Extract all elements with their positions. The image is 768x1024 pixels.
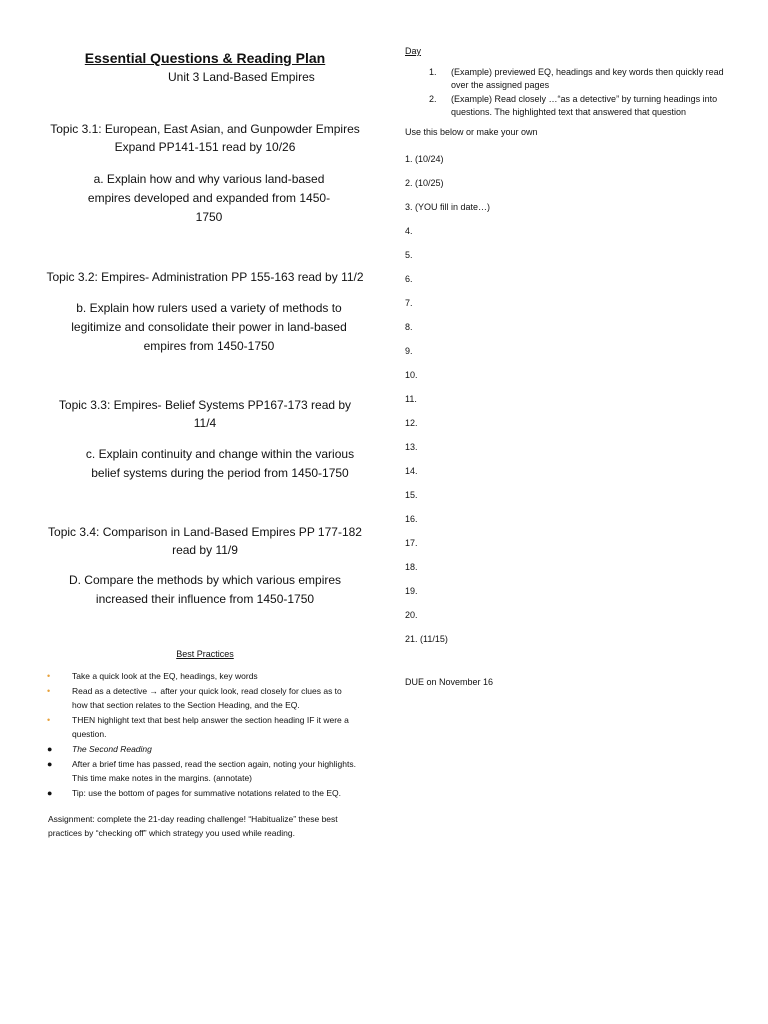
day-entry: 21. (11/15) xyxy=(405,634,448,644)
bullet-icon: ● xyxy=(47,788,53,798)
bullet-icon: ● xyxy=(47,744,53,754)
day-entry: 14. xyxy=(405,466,418,476)
topic-heading: Topic 3.3: Empires- Belief Systems PP167-173 read by 11/4 xyxy=(58,398,352,430)
day-entries xyxy=(405,147,735,651)
list-item: 2. (Example) Read closely …“as a detective” by turning headings into questions. The highlighted text that answered that question xyxy=(429,94,718,117)
day-entry: 6. xyxy=(405,274,413,284)
list-item: ● Tip: use the bottom of pages for summative notations related to the EQ. xyxy=(47,788,341,798)
list-item: • Take a quick look at the EQ, headings, key words xyxy=(47,671,258,681)
right-column xyxy=(405,46,735,687)
topic-block-4 xyxy=(40,523,370,609)
day-entry: 12. xyxy=(405,418,418,428)
list-item: ● The Second Reading xyxy=(47,744,152,754)
bullet-icon: ● xyxy=(47,759,53,769)
day-entry: 10. xyxy=(405,370,418,380)
unit-subtitle: Unit 3 Land-Based Empires xyxy=(168,70,315,84)
bullet-icon: • xyxy=(47,715,51,725)
list-item: • Read as a detective → after your quick look, read closely for clues as to how that section relates to the Section Heading, and the EQ. xyxy=(47,686,342,710)
day-entry: 15. xyxy=(405,490,418,500)
essential-question: a. Explain how and why various land-based empires developed and expanded from 1450-1750 xyxy=(87,172,331,224)
list-item: 1. (Example) previewed EQ, headings and key words then quickly read over the assigned pages xyxy=(429,67,724,90)
day-entry: 18. xyxy=(405,562,418,572)
day-entry: 3. (YOU fill in date…) xyxy=(405,202,491,212)
example-list xyxy=(405,66,735,119)
day-entry: 8. xyxy=(405,322,413,332)
day-entry: 2. (10/25) xyxy=(405,178,444,188)
page-title: Essential Questions & Reading Plan xyxy=(84,50,326,66)
day-entry: 11. xyxy=(405,394,417,404)
day-entry: 4. xyxy=(405,226,413,236)
essential-question: c. Explain continuity and change within the various belief systems during the period from 1450-1750 xyxy=(85,447,355,480)
day-heading: Day xyxy=(405,46,422,56)
assignment-text: Assignment: complete the 21-day reading challenge! “Habitualize” these best practices by “checking off” which strategy you used while reading. xyxy=(48,814,338,838)
due-date: DUE on November 16 xyxy=(405,677,494,687)
topic-block-3 xyxy=(40,396,370,483)
list-item: • THEN highlight text that best help answer the section heading IF it were a question. xyxy=(47,715,349,739)
best-practices xyxy=(40,649,370,840)
day-entry: 16. xyxy=(405,514,418,524)
bullet-icon: • xyxy=(47,671,51,681)
day-entry: 20. xyxy=(405,610,418,620)
day-entry: 9. xyxy=(405,346,413,356)
day-entry: 13. xyxy=(405,442,418,452)
instruction-text: Use this below or make your own xyxy=(405,127,538,137)
best-practices-title: Best Practices xyxy=(176,649,234,659)
topic-heading: Topic 3.1: European, East Asian, and Gunpowder Empires Expand PP141-151 read by 10/26 xyxy=(50,122,360,154)
day-entry: 19. xyxy=(405,586,418,596)
list-item: ● After a brief time has passed, read the section again, noting your highlights. This time make notes in the margins. (annotate) xyxy=(47,759,356,783)
essential-question: b. Explain how rulers used a variety of methods to legitimize and consolidate their power in land-based empires from 1450-1750 xyxy=(71,301,347,353)
day-entry: 7. xyxy=(405,298,413,308)
day-entry: 1. (10/24) xyxy=(405,154,444,164)
topic-block-2 xyxy=(40,268,370,356)
essential-question: D. Compare the methods by which various empires increased their influence from 1450-1750 xyxy=(68,573,342,606)
bullet-icon: • xyxy=(47,686,51,696)
best-practices-list xyxy=(40,669,370,800)
day-entry: 17. xyxy=(405,538,418,548)
topic-block-1 xyxy=(40,120,370,227)
day-entry: 5. xyxy=(405,250,413,260)
topic-heading: Topic 3.4: Comparison in Land-Based Empires PP 177-182 read by 11/9 xyxy=(48,525,362,557)
left-column xyxy=(40,50,370,849)
topic-heading: Topic 3.2: Empires- Administration PP 155-163 read by 11/2 xyxy=(46,270,364,284)
